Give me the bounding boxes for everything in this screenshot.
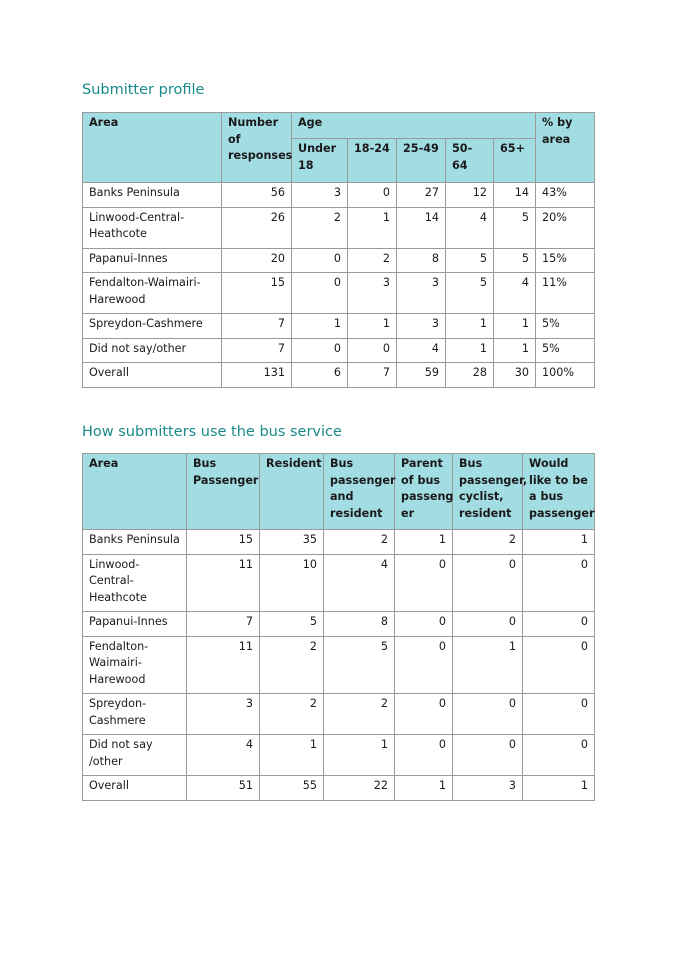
age-count-cell: 27 (397, 183, 446, 208)
age-count-cell: 1 (494, 338, 536, 363)
usage-count-cell: 0 (453, 694, 523, 735)
header-would-like-to-be-bus-passenger: Would like to be a bus passenger (523, 454, 595, 530)
area-cell: Fendalton-Waimairi-Harewood (83, 636, 187, 694)
usage-count-cell: 1 (260, 735, 324, 776)
pct-cell: 11% (536, 273, 595, 314)
age-count-cell: 8 (397, 248, 446, 273)
age-count-cell: 1 (446, 314, 494, 339)
age-count-cell: 0 (292, 273, 348, 314)
usage-count-cell: 0 (523, 612, 595, 637)
usage-count-cell: 2 (324, 694, 395, 735)
usage-count-cell: 1 (453, 636, 523, 694)
age-count-cell: 5 (494, 248, 536, 273)
header-area: Area (83, 454, 187, 530)
header-age-group: 50-64 (446, 139, 494, 183)
usage-count-cell: 1 (523, 776, 595, 801)
table-row (83, 273, 595, 314)
area-cell: Did not say/other (83, 338, 222, 363)
usage-header-row (83, 454, 595, 530)
pct-cell: 15% (536, 248, 595, 273)
usage-count-cell: 0 (395, 554, 453, 612)
usage-count-cell: 3 (187, 694, 260, 735)
table-row (83, 612, 595, 637)
responses-cell: 56 (222, 183, 292, 208)
area-cell: Linwood-Central-Heathcote (83, 554, 187, 612)
age-count-cell: 14 (494, 183, 536, 208)
section-title-bus-usage: How submitters use the bus service (82, 424, 342, 440)
usage-count-cell: 11 (187, 554, 260, 612)
header-number-of-responses: Number of responses (222, 113, 292, 183)
table-row (83, 363, 595, 388)
usage-count-cell: 3 (453, 776, 523, 801)
header-bus-passenger: Bus Passenger (187, 454, 260, 530)
age-count-cell: 1 (494, 314, 536, 339)
bus-usage-table (82, 453, 595, 801)
usage-count-cell: 4 (324, 554, 395, 612)
section-title-submitter-profile: Submitter profile (82, 82, 205, 98)
age-count-cell: 0 (348, 338, 397, 363)
responses-cell: 20 (222, 248, 292, 273)
usage-count-cell: 5 (260, 612, 324, 637)
area-cell: Fendalton-Waimairi-Harewood (83, 273, 222, 314)
age-count-cell: 14 (397, 207, 446, 248)
table-row (83, 248, 595, 273)
header-area: Area (83, 113, 222, 183)
usage-count-cell: 0 (395, 612, 453, 637)
age-count-cell: 12 (446, 183, 494, 208)
pct-cell: 5% (536, 314, 595, 339)
age-count-cell: 2 (348, 248, 397, 273)
age-count-cell: 59 (397, 363, 446, 388)
header-age-group: Under 18 (292, 139, 348, 183)
age-count-cell: 6 (292, 363, 348, 388)
usage-count-cell: 7 (187, 612, 260, 637)
age-count-cell: 1 (348, 314, 397, 339)
age-count-cell: 1 (348, 207, 397, 248)
area-cell: Linwood-Central-Heathcote (83, 207, 222, 248)
area-cell: Papanui-Innes (83, 248, 222, 273)
table-row (83, 636, 595, 694)
age-count-cell: 3 (397, 273, 446, 314)
responses-cell: 7 (222, 314, 292, 339)
table-row (83, 554, 595, 612)
header-resident: Resident (260, 454, 324, 530)
usage-count-cell: 0 (523, 554, 595, 612)
age-count-cell: 0 (348, 183, 397, 208)
usage-count-cell: 22 (324, 776, 395, 801)
table-row (83, 338, 595, 363)
table-row (83, 530, 595, 555)
area-cell: Overall (83, 776, 187, 801)
header-parent-of-bus-passenger: Parent of bus passeng er (395, 454, 453, 530)
usage-count-cell: 2 (260, 636, 324, 694)
usage-count-cell: 15 (187, 530, 260, 555)
responses-cell: 26 (222, 207, 292, 248)
usage-count-cell: 0 (395, 735, 453, 776)
table-row (83, 314, 595, 339)
usage-count-cell: 2 (324, 530, 395, 555)
age-count-cell: 4 (446, 207, 494, 248)
age-count-cell: 4 (494, 273, 536, 314)
table-row (83, 776, 595, 801)
pct-cell: 20% (536, 207, 595, 248)
usage-count-cell: 2 (453, 530, 523, 555)
usage-table-body (83, 530, 595, 801)
table-row (83, 735, 595, 776)
age-count-cell: 5 (494, 207, 536, 248)
usage-count-cell: 1 (395, 530, 453, 555)
usage-count-cell: 51 (187, 776, 260, 801)
area-cell: Banks Peninsula (83, 530, 187, 555)
area-cell: Did not say /other (83, 735, 187, 776)
age-count-cell: 7 (348, 363, 397, 388)
pct-cell: 5% (536, 338, 595, 363)
header-age-group: 65+ (494, 139, 536, 183)
usage-count-cell: 0 (523, 694, 595, 735)
header-age-group: 25-49 (397, 139, 446, 183)
area-cell: Spreydon-Cashmere (83, 314, 222, 339)
usage-count-cell: 0 (395, 694, 453, 735)
table-row (83, 207, 595, 248)
age-count-cell: 5 (446, 248, 494, 273)
pct-cell: 100% (536, 363, 595, 388)
age-count-cell: 1 (292, 314, 348, 339)
pct-cell: 43% (536, 183, 595, 208)
header-pct-by-area: % by area (536, 113, 595, 183)
usage-count-cell: 0 (453, 612, 523, 637)
responses-cell: 131 (222, 363, 292, 388)
usage-count-cell: 2 (260, 694, 324, 735)
area-cell: Papanui-Innes (83, 612, 187, 637)
usage-count-cell: 0 (523, 636, 595, 694)
header-age-group: 18-24 (348, 139, 397, 183)
age-count-cell: 28 (446, 363, 494, 388)
usage-count-cell: 4 (187, 735, 260, 776)
usage-count-cell: 0 (453, 554, 523, 612)
age-count-cell: 3 (348, 273, 397, 314)
usage-count-cell: 55 (260, 776, 324, 801)
header-bus-passenger-cyclist-resident: Bus passenger, cyclist, resident (453, 454, 523, 530)
usage-count-cell: 8 (324, 612, 395, 637)
responses-cell: 7 (222, 338, 292, 363)
usage-count-cell: 1 (395, 776, 453, 801)
usage-count-cell: 1 (324, 735, 395, 776)
age-count-cell: 5 (446, 273, 494, 314)
age-count-cell: 30 (494, 363, 536, 388)
usage-count-cell: 35 (260, 530, 324, 555)
usage-count-cell: 1 (523, 530, 595, 555)
usage-count-cell: 0 (453, 735, 523, 776)
header-age: Age (292, 113, 536, 139)
header-bus-passenger-and-resident: Bus passenger and resident (324, 454, 395, 530)
submitter-profile-table (82, 112, 595, 388)
age-count-cell: 0 (292, 338, 348, 363)
area-cell: Spreydon-Cashmere (83, 694, 187, 735)
usage-count-cell: 11 (187, 636, 260, 694)
area-cell: Overall (83, 363, 222, 388)
age-count-cell: 3 (397, 314, 446, 339)
table-row (83, 694, 595, 735)
area-cell: Banks Peninsula (83, 183, 222, 208)
age-count-cell: 4 (397, 338, 446, 363)
usage-count-cell: 0 (395, 636, 453, 694)
age-count-cell: 3 (292, 183, 348, 208)
age-count-cell: 0 (292, 248, 348, 273)
responses-cell: 15 (222, 273, 292, 314)
profile-header-row (83, 113, 595, 139)
profile-table-body (83, 183, 595, 388)
age-count-cell: 1 (446, 338, 494, 363)
usage-count-cell: 10 (260, 554, 324, 612)
usage-count-cell: 0 (523, 735, 595, 776)
table-row (83, 183, 595, 208)
age-count-cell: 2 (292, 207, 348, 248)
usage-count-cell: 5 (324, 636, 395, 694)
